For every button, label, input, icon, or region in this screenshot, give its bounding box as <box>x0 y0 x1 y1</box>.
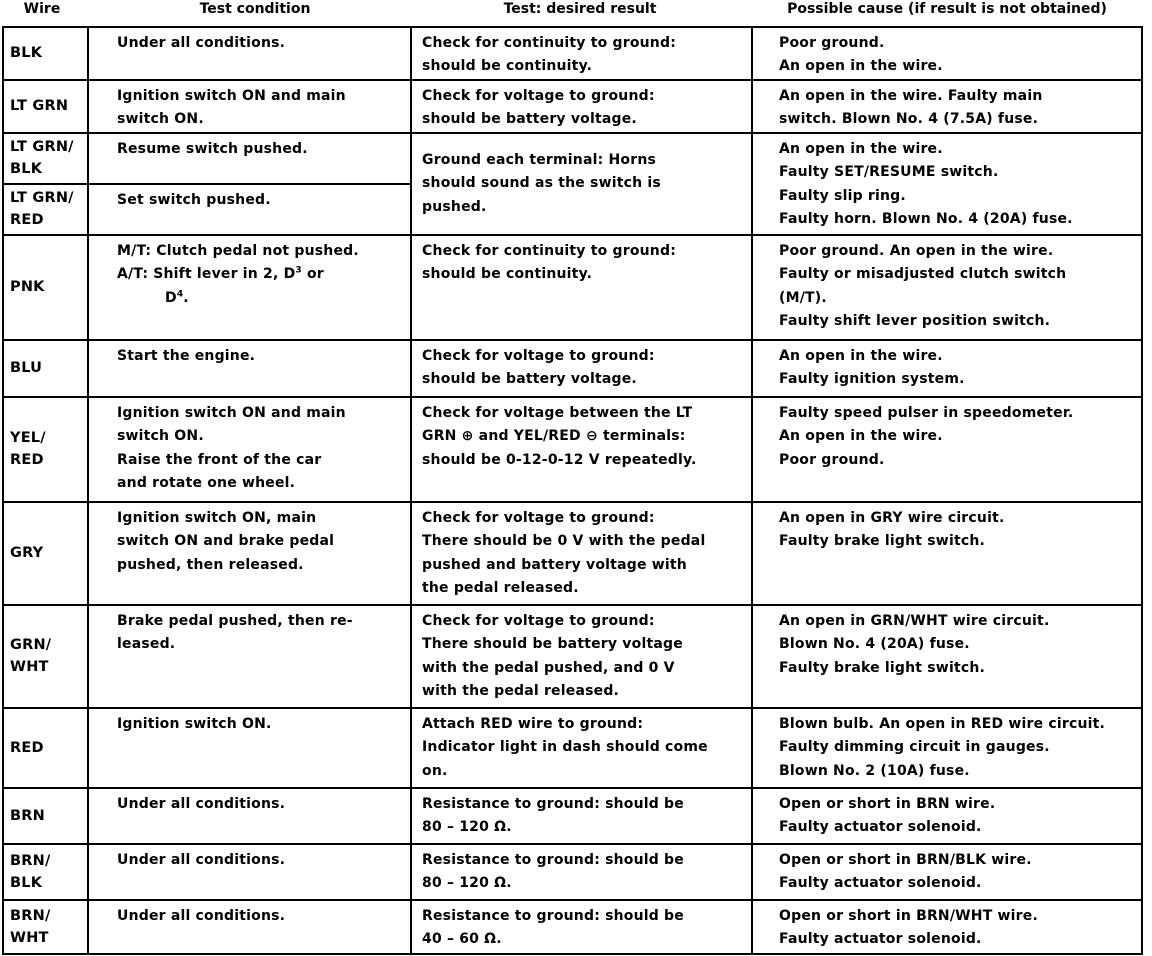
table-row <box>3 844 1142 900</box>
possible-cause-cell: An open in the wire. Faulty ignition system. <box>752 340 1142 397</box>
desired-result-cell: Resistance to ground: should be 40 – 60 Ω. <box>411 900 752 954</box>
table-row <box>3 340 1142 397</box>
wire-cell: PNK <box>3 235 88 340</box>
wire-cell: GRN/ WHT <box>3 605 88 708</box>
wire-cell: GRY <box>3 502 88 605</box>
table-row <box>3 900 1142 954</box>
table-row <box>3 788 1142 844</box>
table-row <box>3 397 1142 502</box>
table-row <box>3 80 1142 133</box>
desired-result-cell: Resistance to ground: should be 80 – 120 Ω. <box>411 788 752 844</box>
test-condition-cell: Start the engine. <box>88 340 411 397</box>
table-row <box>3 235 1142 340</box>
test-condition-cell: Resume switch pushed. <box>88 133 411 184</box>
possible-cause-cell: An open in GRY wire circuit. Faulty brake light switch. <box>752 502 1142 605</box>
table-row <box>3 133 1142 184</box>
possible-cause-cell: Open or short in BRN wire. Faulty actuator solenoid. <box>752 788 1142 844</box>
wire-cell: BRN/ WHT <box>3 900 88 954</box>
wire-test-table <box>2 26 1143 955</box>
desired-result-cell: Check for continuity to ground: should be continuity. <box>411 27 752 80</box>
wire-cell: BLU <box>3 340 88 397</box>
desired-result-cell: Check for voltage to ground: should be battery voltage. <box>411 340 752 397</box>
possible-cause-cell: Blown bulb. An open in RED wire circuit. Faulty dimming circuit in gauges. Blown No. 2 (10A) fuse. <box>752 708 1142 788</box>
test-condition-cell: Under all conditions. <box>88 788 411 844</box>
header-possible-cause: Possible cause (if result is not obtained) <box>787 1 1107 17</box>
desired-result-cell: Ground each terminal: Horns should sound as the switch is pushed. <box>411 133 752 235</box>
possible-cause-cell: Poor ground. An open in the wire. Faulty or misadjusted clutch switch (M/T). Faulty shift lever position switch. <box>752 235 1142 340</box>
wire-cell: BLK <box>3 27 88 80</box>
test-condition-cell: Under all conditions. <box>88 900 411 954</box>
wire-cell: YEL/ RED <box>3 397 88 502</box>
test-condition-cell: Under all conditions. <box>88 844 411 900</box>
possible-cause-cell: An open in the wire. Faulty main switch. Blown No. 4 (7.5A) fuse. <box>752 80 1142 133</box>
header-test-condition: Test condition <box>199 1 311 17</box>
desired-result-cell: Check for voltage to ground: There should be 0 V with the pedal pushed and battery voltage with the pedal released. <box>411 502 752 605</box>
desired-result-cell: Check for continuity to ground: should be continuity. <box>411 235 752 340</box>
test-condition-cell: Ignition switch ON and main switch ON. <box>88 80 411 133</box>
desired-result-cell: Resistance to ground: should be 80 – 120 Ω. <box>411 844 752 900</box>
wire-cell: BRN/ BLK <box>3 844 88 900</box>
desired-result-cell: Check for voltage to ground: should be battery voltage. <box>411 80 752 133</box>
possible-cause-cell: Open or short in BRN/BLK wire. Faulty actuator solenoid. <box>752 844 1142 900</box>
table-row <box>3 502 1142 605</box>
possible-cause-cell: An open in GRN/WHT wire circuit. Blown No. 4 (20A) fuse. Faulty brake light switch. <box>752 605 1142 708</box>
test-condition-cell: Ignition switch ON and main switch ON. Raise the front of the car and rotate one wheel. <box>88 397 411 502</box>
test-condition-cell: Ignition switch ON. <box>88 708 411 788</box>
header-desired-result: Test: desired result <box>503 1 657 17</box>
table-row <box>3 27 1142 80</box>
possible-cause-cell: Poor ground. An open in the wire. <box>752 27 1142 80</box>
desired-result-cell: Check for voltage to ground: There should be battery voltage with the pedal pushed, and 0 V with the pedal released. <box>411 605 752 708</box>
possible-cause-cell: Open or short in BRN/WHT wire. Faulty actuator solenoid. <box>752 900 1142 954</box>
table-row <box>3 708 1142 788</box>
wire-cell: RED <box>3 708 88 788</box>
test-condition-cell: Ignition switch ON, main switch ON and brake pedal pushed, then released. <box>88 502 411 605</box>
possible-cause-cell: Faulty speed pulser in speedometer. An open in the wire. Poor ground. <box>752 397 1142 502</box>
wire-cell: BRN <box>3 788 88 844</box>
wire-cell: LT GRN <box>3 80 88 133</box>
test-condition-cell: M/T: Clutch pedal not pushed. A/T: Shift lever in 2, $D^3$ or $D^4$. <box>88 235 411 340</box>
test-condition-cell: Set switch pushed. <box>88 184 411 235</box>
possible-cause-cell: An open in the wire. Faulty SET/RESUME switch. Faulty slip ring. Faulty horn. Blown No. 4 (20A) fuse. <box>752 133 1142 235</box>
test-condition-cell: Under all conditions. <box>88 27 411 80</box>
test-condition-cell: Brake pedal pushed, then re- leased. <box>88 605 411 708</box>
wire-cell: LT GRN/ RED <box>3 184 88 235</box>
wire-cell: LT GRN/ BLK <box>3 133 88 184</box>
header-wire: Wire <box>23 1 61 17</box>
table-row <box>3 605 1142 708</box>
desired-result-cell: Check for voltage between the LT GRN ⊕ and YEL/RED ⊖ terminals: should be 0-12-0-12 V repeatedly. <box>411 397 752 502</box>
desired-result-cell: Attach RED wire to ground: Indicator light in dash should come on. <box>411 708 752 788</box>
